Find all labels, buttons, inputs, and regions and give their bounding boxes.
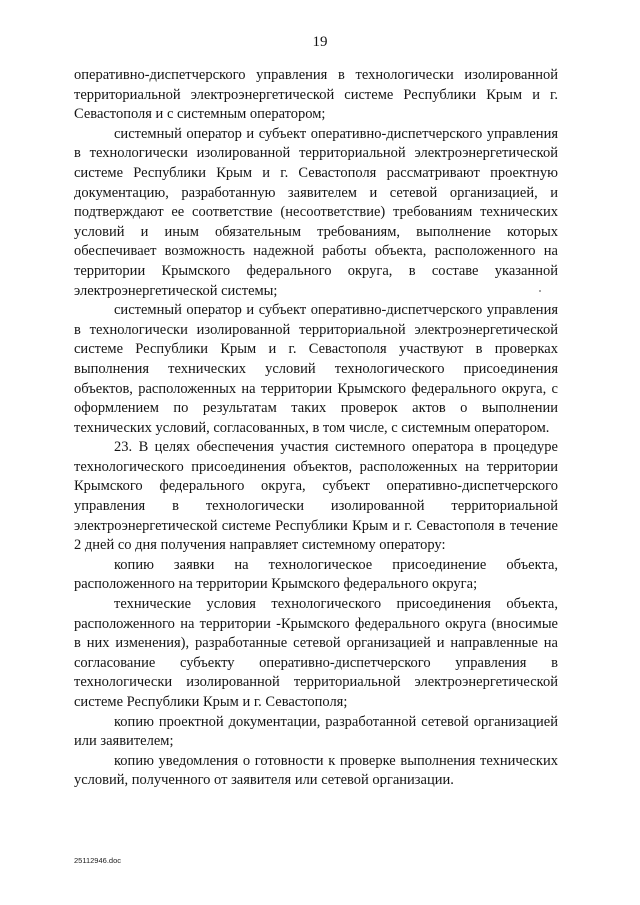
paragraph-project-review: системный оператор и субъект оперативно-диспетчерского управления в технологически изолированной территориальной электроэнергетической системе Республики Крым и г. Севастополя рассматривают проектную документацию, разработанную заявителем и сетевой организацией, и подтверждают ее соответствие (несоответствие) требованиям технических условий и иным обязательным требованиям, выполнение которых обеспечивает возможность надежной работы объекта, расположенного на территории Крымского федерального округа, в составе указанной электроэнергетической системы;: [74, 125, 558, 299]
list-item-technical-conditions: технические условия технологического присоединения объекта, расположенного на территории -Крымского федерального округа (вносимые в них изменения), разработанные сетевой организацией и направленные на согласование субъекту оперативно-диспетчерского управления в технологически изолированной территориальной электроэнергетической системе Республики Крым и г. Севастополя;: [74, 596, 558, 710]
list-item-readiness-notice: копию уведомления о готовности к проверке выполнения технических условий, полученного от заявителя или сетевой организации.: [74, 752, 558, 789]
footer-file-code: 25112946.doc: [74, 856, 121, 865]
paragraph-continuation: оперативно-диспетчерского управления в технологически изолированной территориальной электроэнергетической системе Республики Крым и г. Севастополя и с системным оператором;: [74, 67, 558, 123]
list-item-application-copy: копию заявки на технологическое присоединение объекта, расположенного на территории Крымского федерального округа;: [74, 556, 558, 593]
scan-speck: [539, 290, 541, 292]
document-body: [74, 66, 558, 791]
page-number: 19: [312, 34, 328, 50]
paragraph-clause-23: 23. В целях обеспечения участия системного оператора в процедуре технологического присоединения объектов, расположенных на территории Крымского федерального округа, субъект оперативно-диспетчерского управления в технологически изолированной территориальной электроэнергетической системе Республики Крым и г. Севастополя в течение 2 дней со дня получения направляет системному оператору:: [74, 439, 558, 554]
list-item-project-documentation: копию проектной документации, разработанной сетевой организацией или заявителем;: [74, 713, 558, 750]
paragraph-inspection-participation: системный оператор и субъект оперативно-диспетчерского управления в технологически изолированной территориальной электроэнергетической системе Республики Крым и г. Севастополя участвуют в проверках выполнения технических условий технологического присоединения объектов, расположенных на территории Крымского федерального округа, с оформлением по результатам таких проверок актов о выполнении технических условий, согласованных, в том числе, с системным оператором.: [74, 302, 558, 436]
